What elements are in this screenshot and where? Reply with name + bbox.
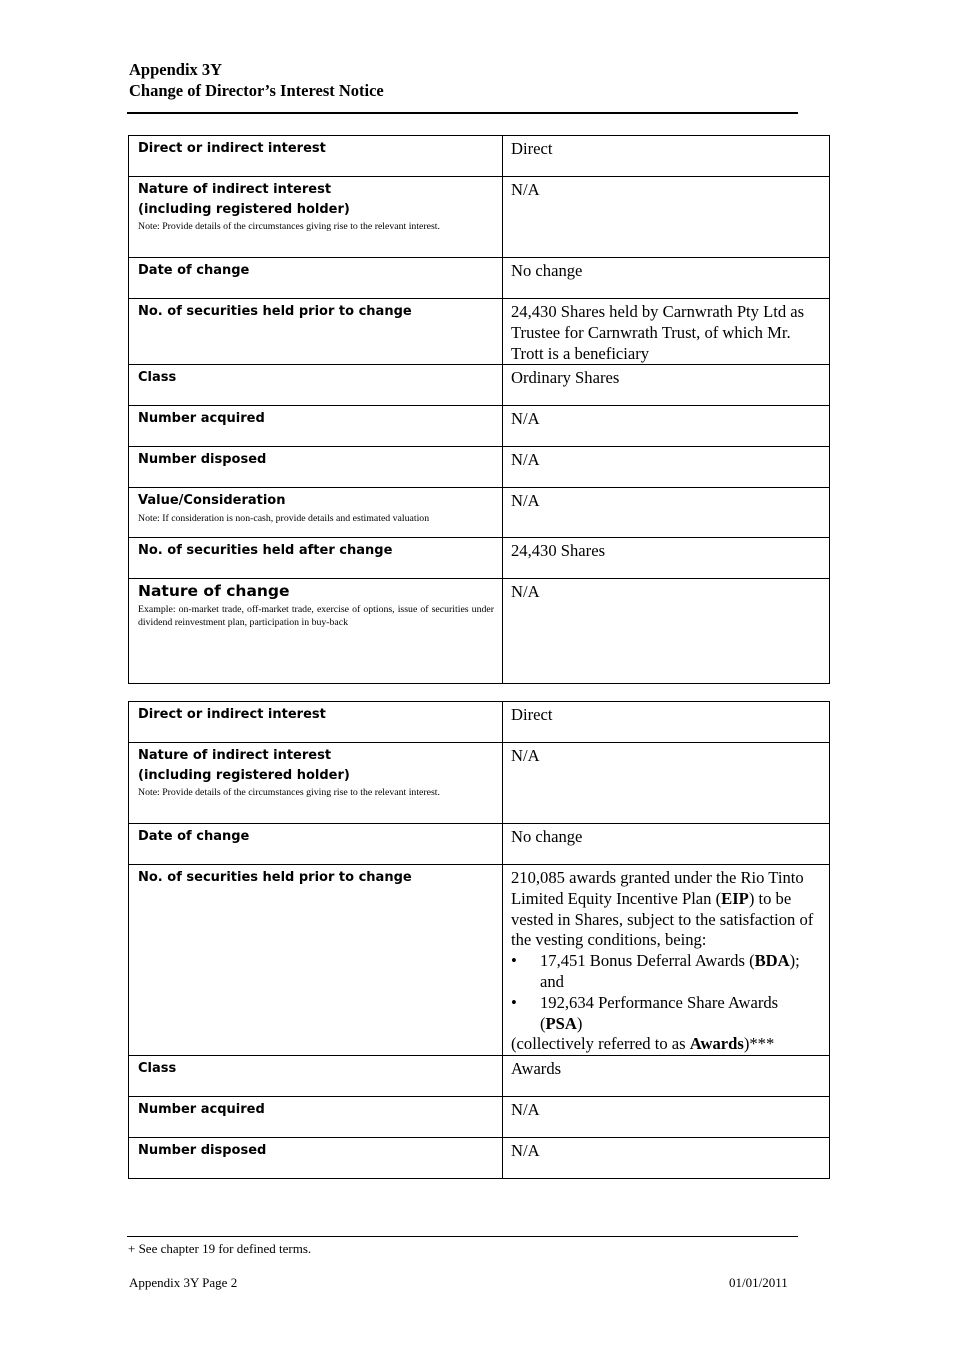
list-item: • 192,634 Performance Share Awards (PSA) (511, 992, 779, 1033)
row-note: Note: Provide details of the circumstances giving rise to the relevant interest. (138, 221, 440, 232)
row-label: Number disposed (129, 447, 503, 488)
row-value: No change (503, 258, 830, 299)
row-value: 24,430 Shares (503, 538, 830, 579)
table-row (129, 488, 830, 538)
footer-page-number: Appendix 3Y Page 2 (129, 1275, 238, 1290)
header-title: Appendix 3Y (129, 60, 223, 79)
row-label: Number disposed (129, 1138, 503, 1179)
row-label: Class (129, 365, 503, 406)
table-row (129, 406, 830, 447)
row-label: Date of change (129, 258, 503, 299)
footer-divider (127, 1236, 798, 1237)
table-row (129, 538, 830, 579)
row-value: Direct (503, 702, 830, 743)
interest-table-2 (128, 701, 830, 1179)
table-row (129, 177, 830, 258)
table-row (129, 1097, 830, 1138)
row-note: Note: If consideration is non-cash, provide details and estimated valuation (138, 512, 430, 524)
row-label: Direct or indirect interest (129, 702, 503, 743)
row-note: Example: on-market trade, off-market trade, exercise of options, issue of securities under dividend reinvestment plan, participation in buy-back (138, 603, 494, 628)
awards-closing: (collectively referred to as Awards)*** (511, 1034, 775, 1054)
row-label: Number acquired (129, 1097, 503, 1138)
table-row (129, 824, 830, 865)
row-value: N/A (503, 743, 830, 824)
row-value: N/A (503, 488, 830, 538)
table-row (129, 865, 830, 1056)
row-label: Date of change (129, 824, 503, 865)
row-label: Class (129, 1056, 503, 1097)
table-row (129, 258, 830, 299)
awards-intro: 210,085 awards granted under the Rio Tinto Limited Equity Incentive Plan (EIP) to be vested in Shares, subject to the satisfaction of the vesting conditions, being: (511, 868, 814, 950)
table-row (129, 365, 830, 406)
table-row (129, 579, 830, 684)
document-header (129, 59, 384, 101)
table-row (129, 136, 830, 177)
row-label: Number acquired (129, 406, 503, 447)
table-row (129, 743, 830, 824)
table-row (129, 447, 830, 488)
row-label: Nature of indirect interest (including registered holder) Note: Provide details of the circumstances giving rise to the relevant interest. (129, 743, 503, 824)
row-value: N/A (503, 1097, 830, 1138)
row-label: No. of securities held after change (129, 538, 503, 579)
row-value: N/A (503, 406, 830, 447)
row-value: Awards (503, 1056, 830, 1097)
row-value: N/A (503, 579, 830, 684)
row-note: Note: Provide details of the circumstances giving rise to the relevant interest. (138, 787, 440, 798)
bullet-icon: • (511, 992, 517, 1012)
footer-date: 01/01/2011 (729, 1275, 788, 1290)
row-value: Direct (503, 136, 830, 177)
header-divider (127, 112, 798, 114)
bullet-icon: • (511, 951, 517, 971)
row-value: Ordinary Shares (503, 365, 830, 406)
table-row (129, 299, 830, 365)
row-label: Nature of change Example: on-market trade, off-market trade, exercise of options, issue of securities under dividend reinvestment plan, participation in buy-back (129, 579, 503, 684)
table-row (129, 1138, 830, 1179)
row-value: N/A (503, 177, 830, 258)
row-value (503, 865, 830, 1056)
row-value: 24,430 Shares held by Carnwrath Pty Ltd as Trustee for Carnwrath Trust, of which Mr. Trott is a beneficiary (503, 299, 830, 365)
row-value: No change (503, 824, 830, 865)
row-value: N/A (503, 447, 830, 488)
footer-terms: + See chapter 19 for defined terms. (128, 1241, 312, 1256)
row-label: No. of securities held prior to change (129, 299, 503, 365)
list-item: • 17,451 Bonus Deferral Awards (BDA); and (511, 951, 800, 991)
row-label: Nature of indirect interest (including registered holder) Note: Provide details of the circumstances giving rise to the relevant interest. (129, 177, 503, 258)
table-row (129, 1056, 830, 1097)
row-label: Value/Consideration Note: If consideration is non-cash, provide details and estimated valuation (129, 488, 503, 538)
table-row (129, 702, 830, 743)
row-value: N/A (503, 1138, 830, 1179)
row-label: No. of securities held prior to change (129, 865, 503, 1056)
interest-table-1 (128, 135, 830, 684)
row-label: Direct or indirect interest (129, 136, 503, 177)
header-subtitle: Change of Director’s Interest Notice (129, 81, 384, 100)
